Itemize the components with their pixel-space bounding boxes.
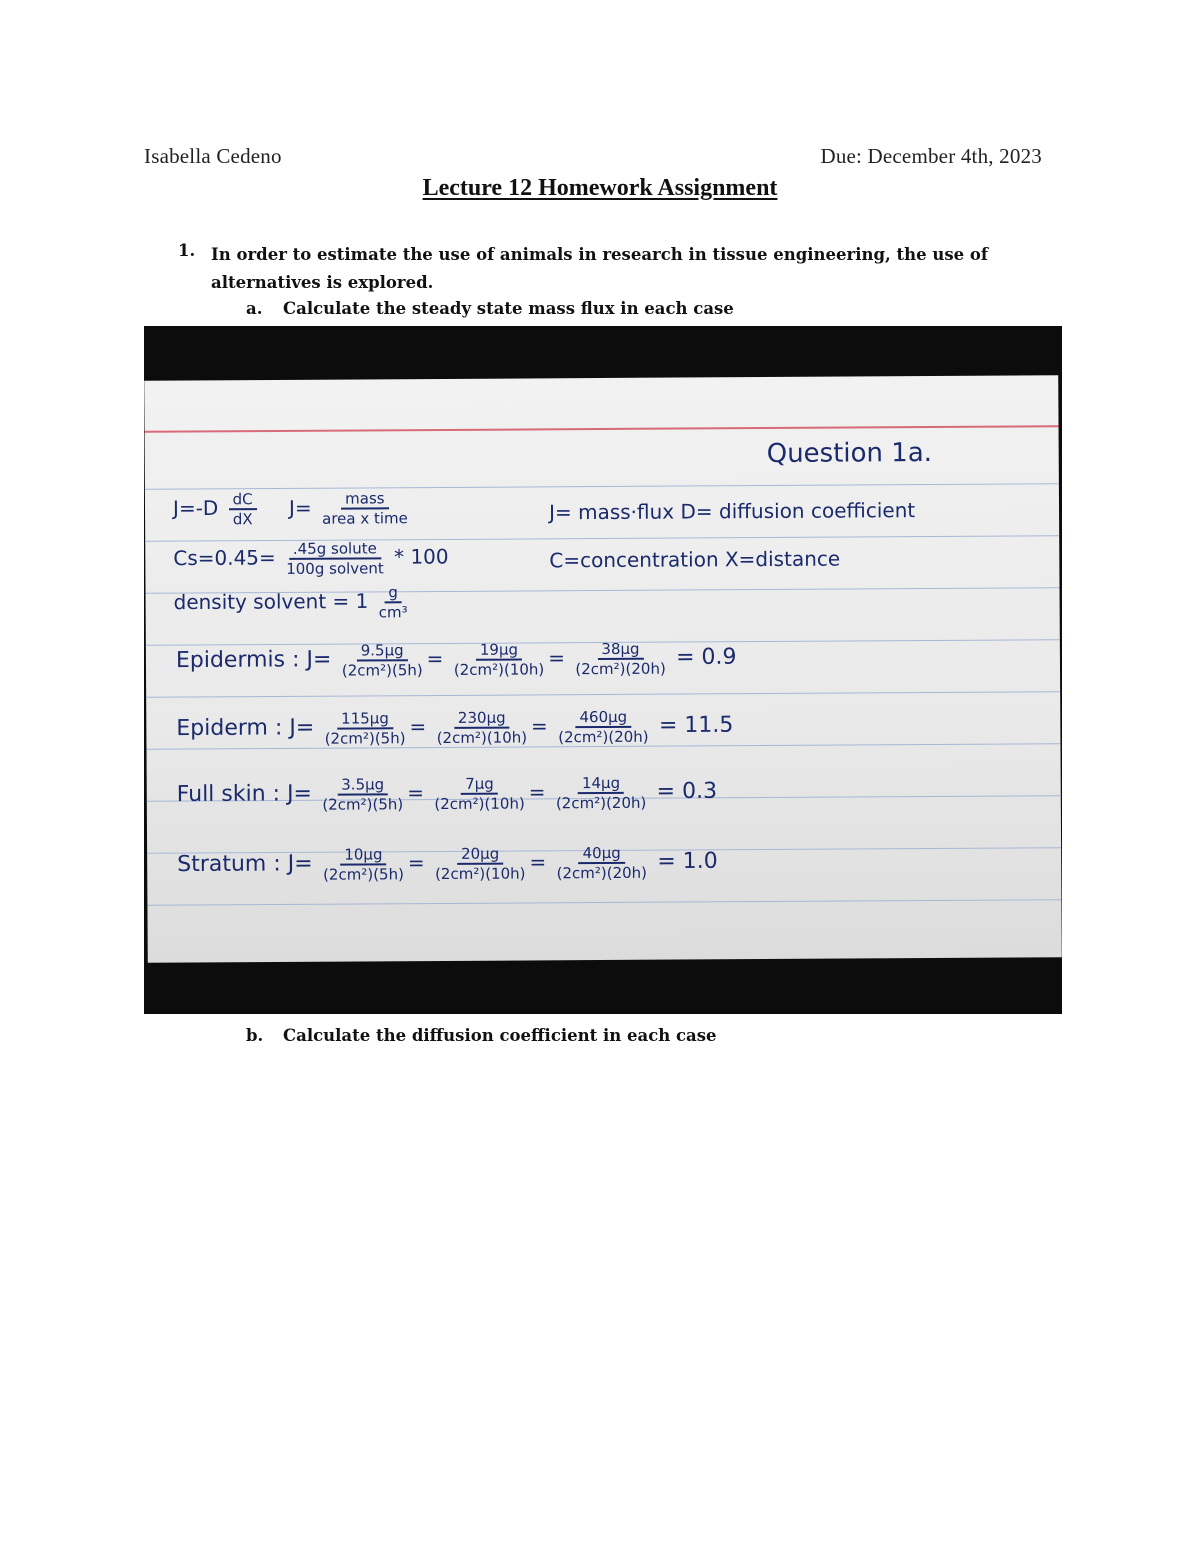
handwritten-heading: Question 1a. [766, 437, 933, 469]
fraction-denominator: (2cm²)(20h) [575, 659, 666, 679]
question-text: In order to estimate the use of animals in research in tissue engineering, the use of alternatives is explored. [211, 245, 988, 292]
row-fraction [575, 640, 666, 679]
fraction-numerator: 9.5µg [357, 641, 408, 661]
row-fraction [435, 844, 526, 883]
fraction-denominator: (2cm²)(10h) [436, 728, 528, 748]
row-result: = 1.0 [657, 848, 718, 875]
flux-row-stratum: Stratum : J= $\frac{\text{10µg}}{\text{(2cm²)(5h)}}$ = $\frac{\text{20µg}}{\text{(2cm²)(10h)}}$ = $\frac{\text{40µg}}{\text{(2cm²)(20h)}}$ = 1.0 [177, 843, 718, 884]
fraction-numerator: 115µg [337, 709, 393, 729]
part-b-text: Calculate the diffusion coefficient in each case [283, 1026, 717, 1045]
row-fraction [556, 774, 647, 813]
cs-den: 100g solvent [286, 559, 384, 578]
flux-row-epidermis: Epidermis : J= $\frac{\text{9.5µg}}{\text{(2cm²)(5h)}}$ = $\frac{\text{19µg}}{\text{(2cm²)(10h)}}$ = $\frac{\text{38µg}}{\text{(2cm²)(20h)}}$ = 0.9 [175, 639, 737, 680]
fraction-numerator: 40µg [579, 844, 625, 864]
density-num: g [384, 583, 402, 603]
fraction-denominator: (2cm²)(5h) [341, 661, 423, 680]
part-b-label: b. [246, 1026, 264, 1045]
card-red-rule [145, 425, 1059, 433]
row-fraction [454, 640, 545, 679]
fraction-denominator: (2cm²)(20h) [556, 863, 648, 883]
card-rule [147, 899, 1061, 906]
fraction-denominator: (2cm²)(20h) [555, 793, 647, 813]
fraction-numerator: 19µg [476, 640, 522, 660]
flux-eq-dx: dX [232, 510, 253, 529]
author-name: Isabella Cedeno [144, 144, 282, 168]
flux-eq-lhs: J=-D [172, 495, 219, 521]
fraction-numerator: 14µg [578, 774, 624, 794]
cs-lhs: Cs=0.45= [173, 545, 276, 571]
card-rule [146, 691, 1060, 698]
fraction-numerator: 38µg [597, 640, 643, 660]
fraction-denominator: (2cm²)(5h) [322, 865, 404, 884]
row-fraction [322, 775, 403, 813]
row-fraction [342, 641, 423, 679]
flux-row-epiderm: Epiderm : J= $\frac{\text{115µg}}{\text{(2cm²)(5h)}}$ = $\frac{\text{230µg}}{\text{(2cm²)(10h)}}$ = $\frac{\text{460µg}}{\text{(2cm²)(20h)}}$ = 11.5 [176, 707, 734, 748]
cs-num: .45g solute [289, 539, 381, 560]
density-fraction [379, 583, 408, 621]
cs-rhs: * 100 [393, 544, 449, 569]
row-result: = 0.3 [656, 778, 718, 805]
density-den: cm³ [378, 603, 408, 622]
fraction-numerator: 3.5µg [337, 775, 388, 795]
fraction-denominator: (2cm²)(5h) [324, 729, 406, 748]
row-fraction [323, 845, 404, 883]
j-def-num: mass [341, 489, 389, 509]
flux-equation [173, 489, 412, 528]
density-lhs: density solvent = 1 [173, 588, 369, 615]
row-fraction [324, 709, 405, 747]
row-result: = 11.5 [658, 712, 734, 739]
solubility-equation [173, 539, 448, 579]
part-a-label: a. [246, 299, 263, 318]
flux-eq-fraction [229, 490, 257, 528]
index-card [144, 375, 1062, 963]
row-fraction [556, 844, 647, 883]
question-number: 1. [178, 241, 196, 260]
j-def-lhs: J= [288, 495, 312, 520]
fraction-numerator: 7µg [461, 775, 498, 795]
fraction-denominator: (2cm²)(10h) [434, 794, 525, 814]
fraction-denominator: (2cm²)(10h) [453, 660, 545, 679]
row-result: = 0.9 [676, 644, 737, 671]
definitions-line-2: C=concentration X=distance [549, 546, 841, 573]
page-title: Lecture 12 Homework Assignment [422, 175, 778, 201]
j-def-den: area x time [322, 509, 408, 528]
fraction-numerator: 10µg [340, 845, 386, 865]
row-label: Epidermis : J= [175, 647, 332, 674]
flux-row-full-skin: Full skin : J= $\frac{\text{3.5µg}}{\text{(2cm²)(5h)}}$ = $\frac{\text{7µg}}{\text{(2cm²)(10h)}}$ = $\frac{\text{14µg}}{\text{(2cm²)(20h)}}$ = 0.3 [176, 773, 718, 814]
flux-eq-dc: dC [229, 490, 257, 510]
row-fraction [436, 708, 527, 747]
row-label: Stratum : J= [177, 851, 313, 878]
row-label: Epiderm : J= [176, 715, 315, 742]
card-rule [145, 483, 1059, 490]
row-label: Full skin : J= [176, 781, 313, 808]
density-line [173, 583, 411, 622]
row-fraction [434, 774, 525, 813]
row-fraction [558, 708, 649, 747]
fraction-denominator: (2cm²)(10h) [434, 864, 526, 884]
fraction-numerator: 230µg [454, 709, 510, 729]
handwritten-notecard-photo [144, 326, 1062, 1014]
fraction-numerator: 20µg [457, 845, 503, 865]
fraction-numerator: 460µg [575, 708, 631, 728]
part-a-text: Calculate the steady state mass flux in each case [283, 299, 734, 318]
due-date: Due: December 4th, 2023 [820, 144, 1042, 168]
cs-fraction [286, 539, 384, 578]
fraction-denominator: (2cm²)(20h) [558, 727, 649, 747]
j-def-fraction [322, 489, 408, 528]
definitions-line-1: J= mass·flux D= diffusion coefficient [548, 498, 916, 525]
fraction-denominator: (2cm²)(5h) [322, 795, 404, 814]
